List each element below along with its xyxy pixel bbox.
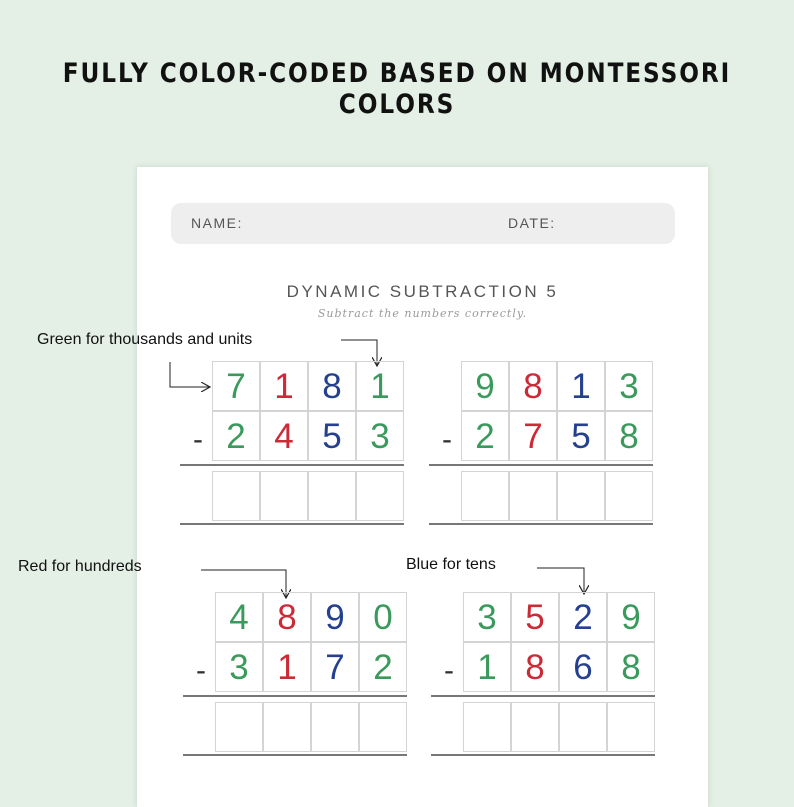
page-banner: FULLY COLOR-CODED BASED ON MONTESSORI COLORS <box>62 58 732 120</box>
minuend-digit: 8 <box>263 592 311 642</box>
name-label: NAME: <box>191 215 243 231</box>
annotation-green: Green for thousands and units <box>37 331 253 348</box>
subtrahend-digit: 3 <box>356 411 404 461</box>
minuend-digit: 8 <box>308 361 356 411</box>
subtrahend-digit: 6 <box>559 642 607 692</box>
minuend-digit: 4 <box>215 592 263 642</box>
arrow-blue <box>537 568 584 594</box>
answer-box[interactable] <box>605 471 653 521</box>
minuend-digit: 5 <box>511 592 559 642</box>
minuend-digit: 2 <box>559 592 607 642</box>
sum-line <box>431 695 655 697</box>
subtrahend-digit: 7 <box>311 642 359 692</box>
subtrahend-digit: 3 <box>215 642 263 692</box>
date-label: DATE: <box>508 215 556 231</box>
answer-line <box>429 523 653 525</box>
subtrahend-digit: 2 <box>461 411 509 461</box>
arrow-green-left <box>170 362 210 387</box>
subtrahend-digit: 5 <box>557 411 605 461</box>
minuend-digit: 3 <box>605 361 653 411</box>
sum-line <box>180 464 404 466</box>
subtrahend-digit: 1 <box>463 642 511 692</box>
subtrahend-digit: 8 <box>511 642 559 692</box>
answer-box[interactable] <box>212 471 260 521</box>
answer-box[interactable] <box>557 471 605 521</box>
annotation-blue: Blue for tens <box>406 556 496 573</box>
minuend-digit: 9 <box>461 361 509 411</box>
answer-box[interactable] <box>461 471 509 521</box>
answer-line <box>180 523 404 525</box>
worksheet-title: DYNAMIC SUBTRACTION 5 <box>286 282 559 301</box>
answer-box[interactable] <box>509 471 557 521</box>
minuend-digit: 7 <box>212 361 260 411</box>
answer-box[interactable] <box>463 702 511 752</box>
answer-line <box>431 754 655 756</box>
annotation-red: Red for hundreds <box>18 558 142 575</box>
minuend-digit: 3 <box>463 592 511 642</box>
subtrahend-digit: 8 <box>607 642 655 692</box>
minus-sign: - <box>193 423 203 456</box>
answer-box[interactable] <box>607 702 655 752</box>
answer-box[interactable] <box>308 471 356 521</box>
subtrahend-digit: 8 <box>605 411 653 461</box>
minuend-digit: 8 <box>509 361 557 411</box>
sum-line <box>183 695 407 697</box>
minuend-digit: 1 <box>557 361 605 411</box>
subtrahend-digit: 7 <box>509 411 557 461</box>
answer-box[interactable] <box>359 702 407 752</box>
subtrahend-digit: 1 <box>263 642 311 692</box>
minus-sign: - <box>196 654 206 687</box>
subtrahend-digit: 4 <box>260 411 308 461</box>
minuend-digit: 9 <box>607 592 655 642</box>
worksheet-subtitle: Subtract the numbers correctly. <box>317 307 528 320</box>
answer-box[interactable] <box>311 702 359 752</box>
minuend-digit: 1 <box>356 361 404 411</box>
minus-sign: - <box>442 423 452 456</box>
minuend-digit: 9 <box>311 592 359 642</box>
answer-box[interactable] <box>559 702 607 752</box>
answer-box[interactable] <box>511 702 559 752</box>
answer-box[interactable] <box>356 471 404 521</box>
minuend-digit: 0 <box>359 592 407 642</box>
subtrahend-digit: 2 <box>212 411 260 461</box>
answer-box[interactable] <box>260 471 308 521</box>
subtrahend-digit: 2 <box>359 642 407 692</box>
answer-box[interactable] <box>215 702 263 752</box>
subtrahend-digit: 5 <box>308 411 356 461</box>
answer-box[interactable] <box>263 702 311 752</box>
sum-line <box>429 464 653 466</box>
minus-sign: - <box>444 654 454 687</box>
answer-line <box>183 754 407 756</box>
minuend-digit: 1 <box>260 361 308 411</box>
